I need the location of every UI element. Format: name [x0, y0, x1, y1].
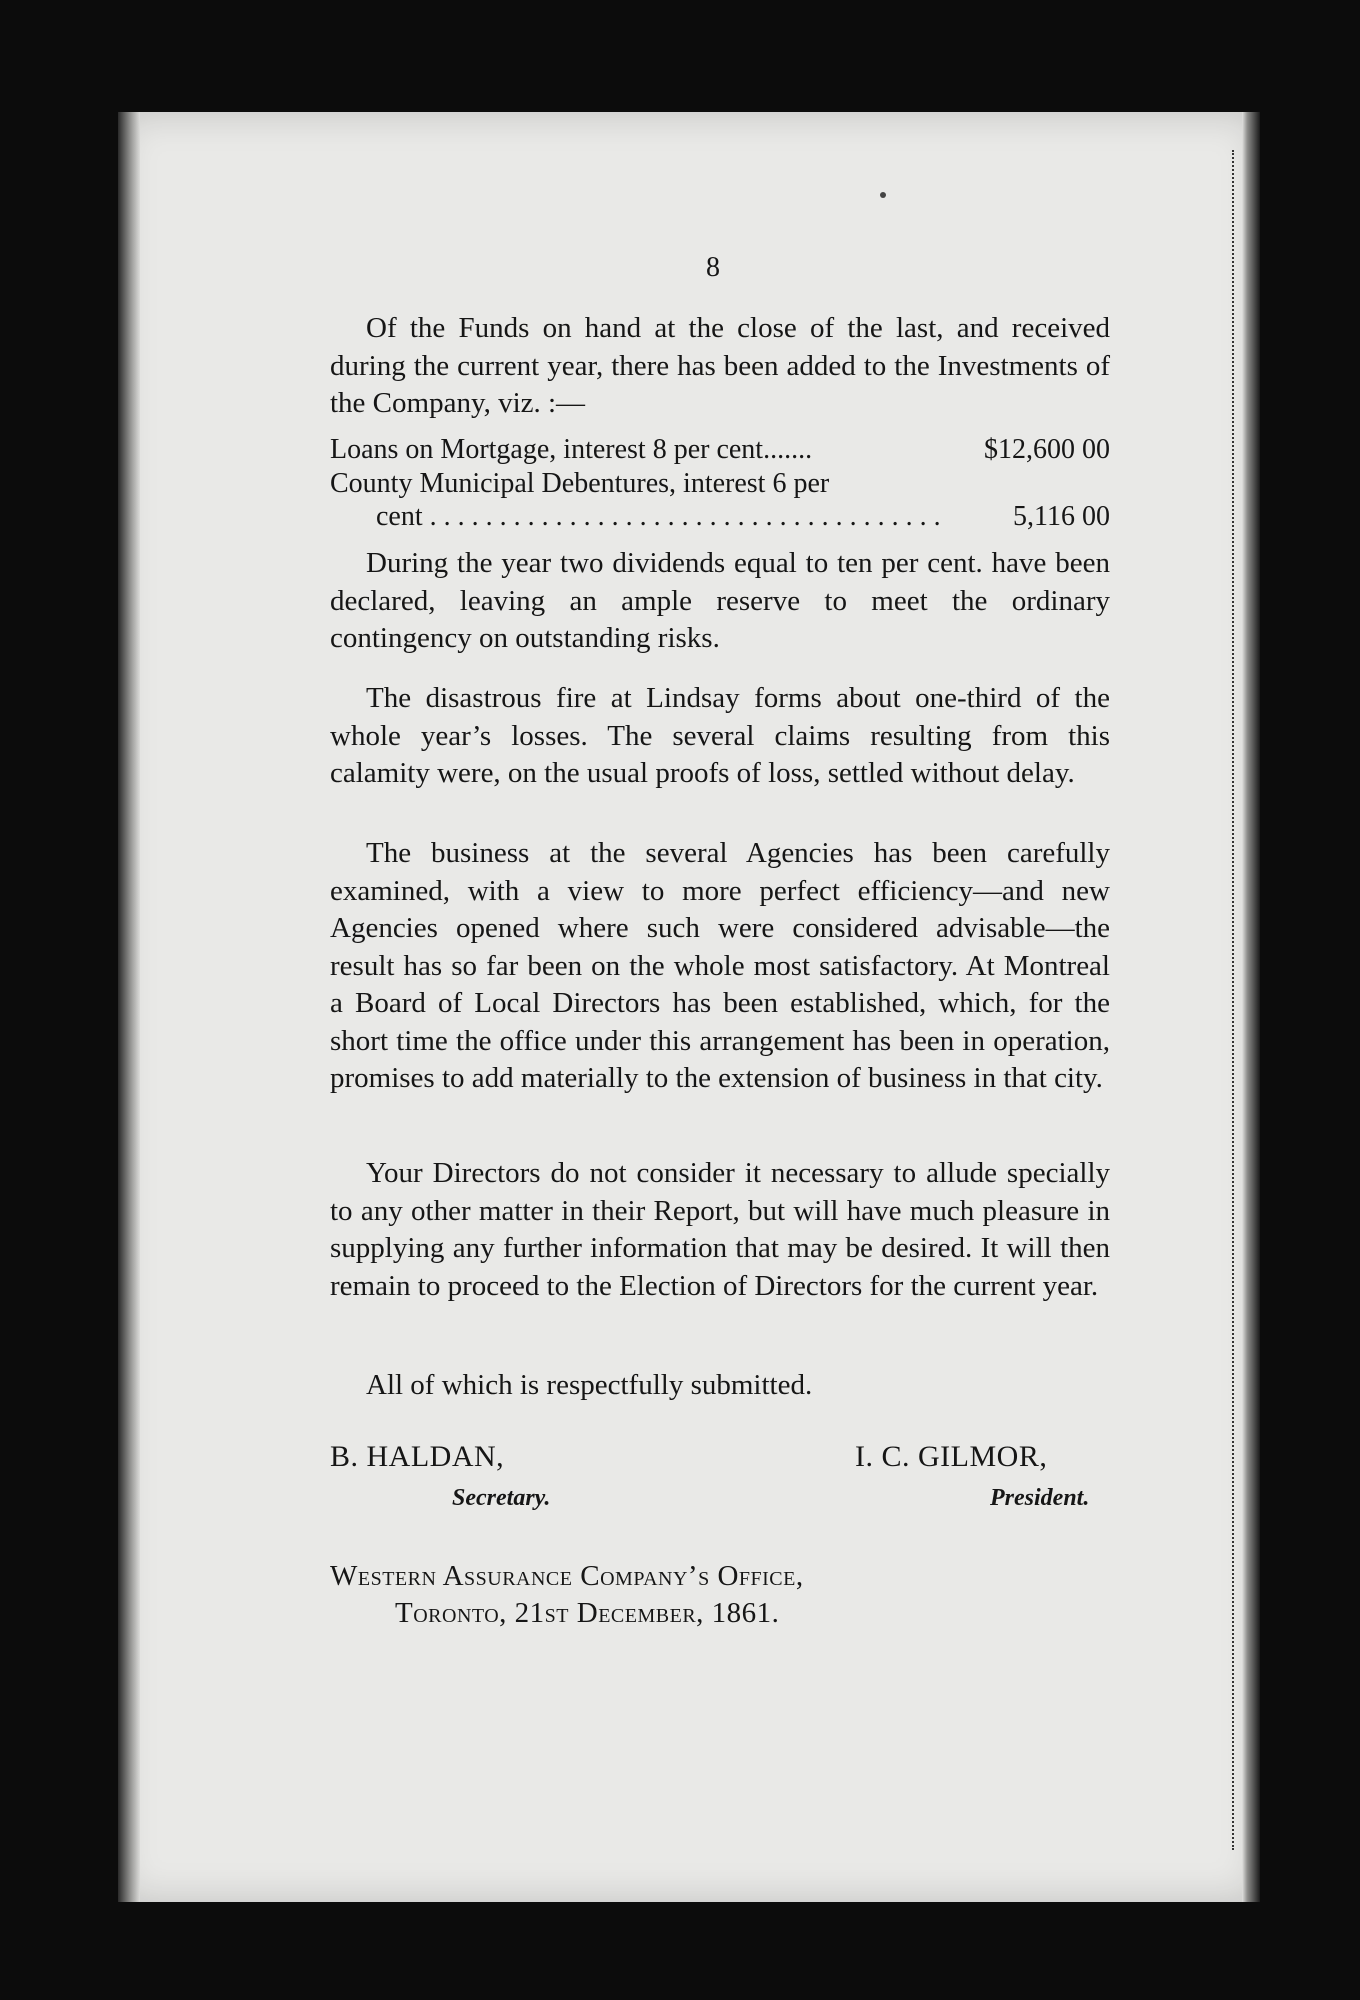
place-date-line: Toronto, 21st December, 1861.	[395, 1597, 780, 1629]
leader-dots	[423, 501, 940, 532]
investment-label: Loans on Mortgage, interest 8 per cent.......	[330, 434, 813, 465]
directors-paragraph: Your Directors do not consider it necessary to allude specially to any other matter in their Report, but will have much pleasure in supplying any further information that may be desired. It will then remain to proceed to the Election of Directors for the current year.	[330, 1157, 1110, 1302]
intro-paragraph: Of the Funds on hand at the close of the last, and received during the current year, there has been added to the Investments of the Company, viz. :—	[330, 312, 1110, 419]
president-title: President.	[990, 1485, 1090, 1511]
dividends-paragraph: During the year two dividends equal to ten per cent. have been declared, leaving an ample reserve to meet the ordinary contingency on outstanding risks.	[330, 547, 1110, 654]
investment-row-mortgage	[330, 433, 1110, 467]
investment-label: County Municipal Debentures, interest 6 per	[330, 468, 830, 499]
secretary-name: B. HALDAN,	[330, 1440, 505, 1473]
investment-amount: 5,116 00	[1013, 501, 1110, 532]
office-line: Western Assurance Company’s Office,	[330, 1560, 804, 1592]
agencies-paragraph: The business at the several Agencies has been carefully examined, with a view to more perfect efficiency—and new Agencies opened where such were considered advisable—the result has so far been on the whole most satisfactory. At Montreal a Board of Local Directors has been established, which, for the short time the office under this arrangement has been in operation, promises to add materially to the extension of business in that city.	[330, 837, 1110, 1094]
investment-row-debentures-cont	[330, 500, 1110, 534]
ink-speck	[880, 192, 886, 198]
investment-amount	[940, 467, 1110, 501]
investment-label: cent	[376, 501, 423, 532]
lindsay-fire-paragraph: The disastrous fire at Lindsay forms about one-third of the whole year’s losses. The several claims resulting from this calamity were, on the usual proofs of loss, settled without delay.	[330, 682, 1110, 789]
investment-label-cont	[330, 500, 940, 534]
submitted-paragraph: All of which is respectfully submitted.	[366, 1369, 813, 1401]
page-number: 8	[706, 252, 720, 283]
secretary-title: Secretary.	[452, 1485, 551, 1511]
investment-amount: $12,600 00	[984, 434, 1110, 465]
president-name: I. C. GILMOR,	[855, 1440, 1048, 1473]
binding-stitch	[1232, 150, 1240, 1850]
investment-row-debentures	[330, 467, 1110, 501]
